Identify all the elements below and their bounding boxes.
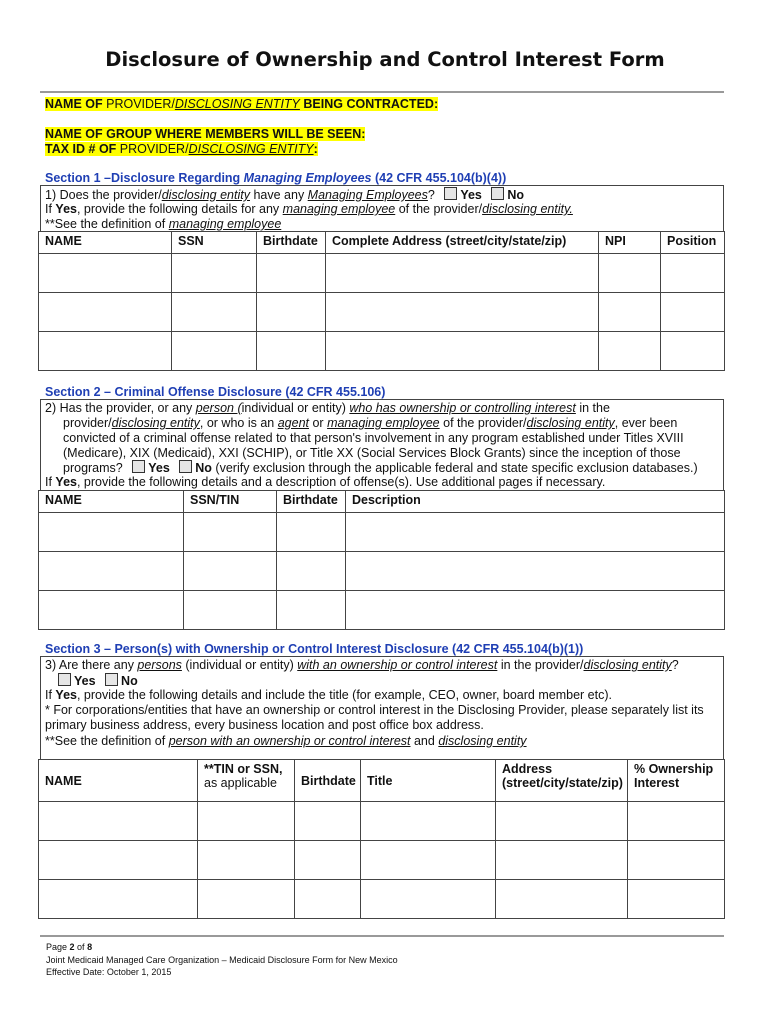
- provider-name-label: NAME OF PROVIDER/DISCLOSING ENTITY BEING CONTRACTED:: [45, 97, 439, 111]
- section3-table: [38, 759, 725, 919]
- section3-options: Yes No: [58, 673, 138, 689]
- table-row: [39, 591, 725, 630]
- col-birthdate: Birthdate: [257, 232, 326, 254]
- section2-question-line2: provider/disclosing entity, or who is an agent or managing employee of the provider/disclosing entity, ever been: [63, 416, 678, 430]
- section1-heading: Section 1 –Disclosure Regarding Managing Employees (42 CFR 455.104(b)(4)): [45, 171, 507, 185]
- section3-instruction: If Yes, provide the following details and include the title (for example, CEO, owner, board member etc).: [45, 688, 612, 702]
- section1-yes-checkbox[interactable]: [444, 187, 457, 200]
- section2-question-line1: 2) Has the provider, or any person (individual or entity) who has ownership or controlling interest in the: [45, 401, 610, 415]
- section3-no-checkbox[interactable]: [105, 673, 118, 686]
- col-ssn: SSN: [172, 232, 257, 254]
- col-name: NAME: [39, 232, 172, 254]
- section1-no-checkbox[interactable]: [491, 187, 504, 200]
- section3-definition: **See the definition of person with an ownership or control interest and disclosing entity: [45, 734, 527, 748]
- section2-question-line4: (Medicare), XIX (Medicaid), XXI (SCHIP), or Title XX (Social Services Block Grants) since the inception of those: [63, 446, 681, 460]
- section3-note-line1: * For corporations/entities that have an ownership or control interest in the Disclosing Provider, please separately list its: [45, 703, 704, 717]
- col-position: Position: [661, 232, 725, 254]
- footer-form-name: Joint Medicaid Managed Care Organization – Medicaid Disclosure Form for New Mexico: [46, 955, 398, 965]
- col-name: NAME: [39, 491, 184, 513]
- section1-table: [38, 231, 725, 371]
- section2-yes-checkbox[interactable]: [132, 460, 145, 473]
- tax-id-label: TAX ID # OF PROVIDER/DISCLOSING ENTITY:: [45, 142, 318, 156]
- section1-definition: **See the definition of managing employee: [45, 217, 282, 231]
- table-row: [39, 802, 725, 841]
- col-npi: NPI: [599, 232, 661, 254]
- section2-instruction: If Yes, provide the following details and a description of offense(s). Use additional pages if necessary.: [45, 475, 606, 489]
- section2-question-line3: convicted of a criminal offense related to that person's involvement in any program established under Titles XVIII: [63, 431, 684, 445]
- section2-no-checkbox[interactable]: [179, 460, 192, 473]
- col-title: Title: [361, 760, 496, 802]
- section2-heading: Section 2 – Criminal Offense Disclosure (42 CFR 455.106): [45, 385, 386, 399]
- col-name: NAME: [39, 760, 198, 802]
- col-ssn-tin: SSN/TIN: [184, 491, 277, 513]
- section1-question: 1) Does the provider/disclosing entity have any Managing Employees? Yes No: [45, 188, 525, 202]
- section2-table: [38, 490, 725, 630]
- footer-effective-date: Effective Date: October 1, 2015: [46, 967, 172, 977]
- section3-yes-checkbox[interactable]: [58, 673, 71, 686]
- table-row: [39, 841, 725, 880]
- footer-page-number: Page 2 of 8: [46, 942, 93, 952]
- col-address: Complete Address (street/city/state/zip): [326, 232, 599, 254]
- table-row: [39, 293, 725, 332]
- footer-divider: [40, 935, 724, 937]
- col-description: Description: [346, 491, 725, 513]
- table-row: [39, 880, 725, 919]
- table-row: [39, 254, 725, 293]
- col-ownership: % Ownership Interest: [628, 760, 725, 802]
- table-row: [39, 332, 725, 371]
- table-row: [39, 552, 725, 591]
- group-name-label: NAME OF GROUP WHERE MEMBERS WILL BE SEEN:: [45, 127, 366, 141]
- section2-question-line5: programs? Yes No (verify exclusion through the applicable federal and state specific exclusion databases.): [63, 461, 698, 475]
- col-birthdate: Birthdate: [295, 760, 361, 802]
- col-tin-ssn: **TIN or SSN, as applicable: [198, 760, 295, 802]
- col-birthdate: Birthdate: [277, 491, 346, 513]
- section3-heading: Section 3 – Person(s) with Ownership or Control Interest Disclosure (42 CFR 455.104(b)(1)): [45, 642, 584, 656]
- col-address: Address (street/city/state/zip): [496, 760, 628, 802]
- section3-note-line2: primary business address, every business location and post office box address.: [45, 718, 484, 732]
- page-title: Disclosure of Ownership and Control Interest Form: [105, 48, 665, 71]
- section3-question: 3) Are there any persons (individual or entity) with an ownership or control interest in the provider/disclosing entity?: [45, 658, 679, 672]
- table-row: [39, 513, 725, 552]
- title-divider: [40, 91, 724, 93]
- section1-instruction: If Yes, provide the following details for any managing employee of the provider/disclosing entity.: [45, 202, 573, 216]
